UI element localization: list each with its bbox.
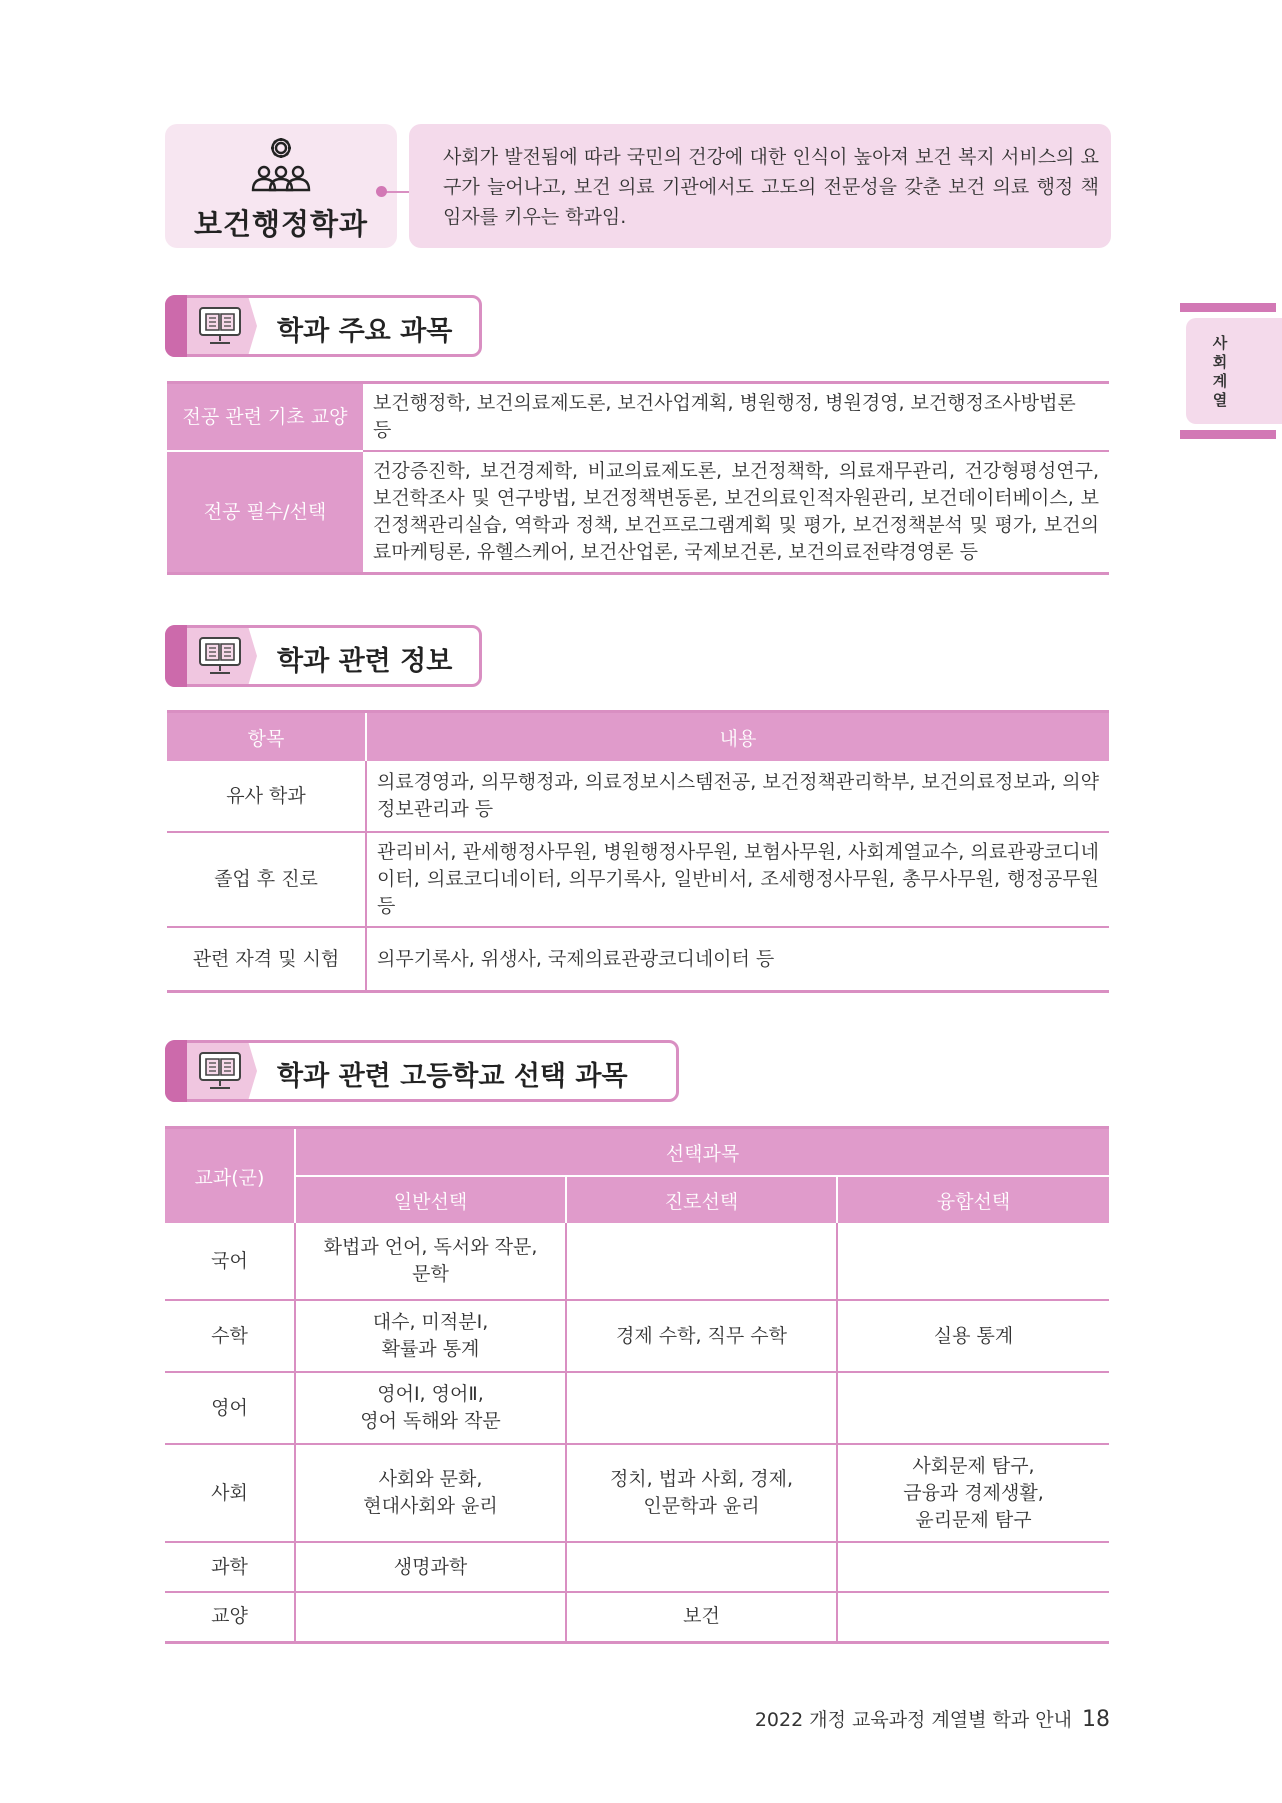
table-row <box>165 1223 1109 1300</box>
table-row <box>165 1372 1109 1444</box>
section-title-related-info <box>165 625 482 687</box>
career-cell: 보건 <box>566 1592 837 1642</box>
fusion-cell <box>837 1592 1109 1642</box>
section-accent <box>165 625 187 687</box>
general-cell: 화법과 언어, 독서와 작문, 문학 <box>295 1223 566 1300</box>
subject-cell: 수학 <box>165 1300 295 1372</box>
people-gear-icon <box>248 134 314 196</box>
section-accent <box>165 1040 187 1102</box>
subject-cell: 교양 <box>211 1605 248 1628</box>
side-tab-label <box>1208 334 1232 410</box>
general-cell: 생명과학 <box>295 1542 566 1592</box>
table-row <box>167 832 1109 927</box>
row-content: 관리비서, 관세행정사무원, 병원행정사무원, 보험사무원, 사회계열교수, 의료관광코디네이터, 의료코디네이터, 의무기록사, 일반비서, 조세행정사무원, 총무사무원, 행정공무원 등 <box>366 832 1109 927</box>
table-header-row <box>167 712 1109 762</box>
fusion-cell <box>837 1223 1109 1300</box>
table-row <box>167 761 1109 832</box>
row-content: 의무기록사, 위생사, 국제의료관광코디네이터 등 <box>377 947 775 970</box>
connector-dot <box>376 186 387 197</box>
row-content: 건강증진학, 보건경제학, 비교의료제도론, 보건정책학, 의료재무관리, 건강형평성연구, 보건학조사 및 연구방법, 보건정책변동론, 보건의료인적자원관리, 보건데이터베이스, 보건정책관리실습, 역학과 정책, 보건프로그램계획 및 평가, 보건정책분석 및 평가, 보건의료마케팅론, 유헬스케어, 보건산업론, 국제보건론, 보건의료전략경영론 등 <box>373 460 1099 563</box>
footer-text: 2022 개정 교육과정 계열별 학과 안내 <box>754 1709 1072 1731</box>
row-item: 유사 학과 <box>167 761 366 832</box>
department-description: 사회가 발전됨에 따라 국민의 건강에 대한 인식이 높아져 보건 복지 서비스의 요구가 늘어나고, 보건 의료 기관에서도 고도의 전문성을 갖춘 보건 의료 행정 책임자를 키우는 학과임. <box>443 146 1099 228</box>
related-info-table <box>167 710 1109 993</box>
side-tab-char: 회 <box>1212 353 1228 371</box>
side-tab-char: 계 <box>1212 372 1228 390</box>
side-tab-char: 열 <box>1212 391 1228 409</box>
table-row <box>165 1300 1109 1372</box>
section-title: 학과 주요 과목 <box>277 316 453 347</box>
hs-subjects-table <box>165 1126 1109 1644</box>
fusion-cell: 실용 통계 <box>837 1300 1109 1372</box>
section-title: 학과 관련 정보 <box>277 646 453 677</box>
career-cell <box>566 1223 837 1300</box>
header-general: 일반선택 <box>295 1176 566 1223</box>
section-accent <box>165 295 187 357</box>
career-cell: 정치, 법과 사회, 경제, 인문학과 윤리 <box>566 1444 837 1542</box>
fusion-cell <box>837 1372 1109 1444</box>
row-label: 전공 필수/선택 <box>167 451 363 574</box>
general-cell <box>295 1592 566 1642</box>
header-subject-group: 교과(군) <box>165 1128 295 1224</box>
main-courses-table <box>167 381 1109 575</box>
table-row <box>165 1592 1109 1642</box>
description-card <box>409 124 1111 248</box>
row-item: 졸업 후 진로 <box>167 832 366 927</box>
section-title: 학과 관련 고등학교 선택 과목 <box>277 1061 628 1092</box>
general-cell: 영어Ⅰ, 영어Ⅱ, 영어 독해와 작문 <box>295 1372 566 1444</box>
book-monitor-icon <box>198 636 242 676</box>
table-header-row <box>165 1128 1109 1177</box>
section-icon-box <box>187 298 257 354</box>
fusion-cell <box>837 1542 1109 1592</box>
row-content: 보건행정학, 보건의료제도론, 보건사업계획, 병원행정, 병원경영, 보건행정조사방법론 등 <box>363 383 1109 452</box>
header-fusion: 융합선택 <box>837 1176 1109 1223</box>
side-tab-char: 사 <box>1212 334 1228 352</box>
header-item: 항목 <box>167 712 366 762</box>
fusion-cell: 사회문제 탐구, 금융과 경제생활, 윤리문제 탐구 <box>837 1444 1109 1542</box>
subject-cell: 영어 <box>165 1372 295 1444</box>
table-row <box>167 383 1109 452</box>
page-number: 18 <box>1082 1707 1110 1732</box>
book-monitor-icon <box>198 306 242 346</box>
career-cell: 경제 수학, 직무 수학 <box>566 1300 837 1372</box>
career-cell <box>566 1372 837 1444</box>
header-career: 진로선택 <box>566 1176 837 1223</box>
row-item: 관련 자격 및 시험 <box>167 927 366 992</box>
subject-cell: 과학 <box>165 1542 295 1592</box>
section-title-hs-subjects <box>165 1040 679 1102</box>
table-row <box>167 451 1109 574</box>
header-content: 내용 <box>366 712 1109 762</box>
subject-cell: 사회 <box>165 1444 295 1542</box>
general-cell: 사회와 문화, 현대사회와 윤리 <box>295 1444 566 1542</box>
row-label: 전공 관련 기초 교양 <box>167 383 363 452</box>
table-header-row <box>165 1176 1109 1223</box>
subject-cell: 국어 <box>165 1223 295 1300</box>
general-cell: 대수, 미적분Ⅰ, 확률과 통계 <box>295 1300 566 1372</box>
career-cell <box>566 1542 837 1592</box>
row-content: 의료경영과, 의무행정과, 의료정보시스템전공, 보건정책관리학부, 보건의료정보과, 의약정보관리과 등 <box>366 761 1109 832</box>
book-monitor-icon <box>198 1051 242 1091</box>
table-row <box>165 1444 1109 1542</box>
page-footer <box>755 1705 1110 1732</box>
section-icon-box <box>187 1043 257 1099</box>
section-icon-box <box>187 628 257 684</box>
table-row <box>167 927 1109 992</box>
department-card <box>165 124 397 248</box>
section-title-main-courses <box>165 295 482 357</box>
department-name: 보건행정학과 <box>193 207 369 241</box>
table-row <box>165 1542 1109 1592</box>
side-tab-bar <box>1180 430 1276 439</box>
side-tab <box>1186 318 1282 424</box>
side-tab-bar <box>1180 303 1276 312</box>
header-select: 선택과목 <box>295 1128 1109 1177</box>
